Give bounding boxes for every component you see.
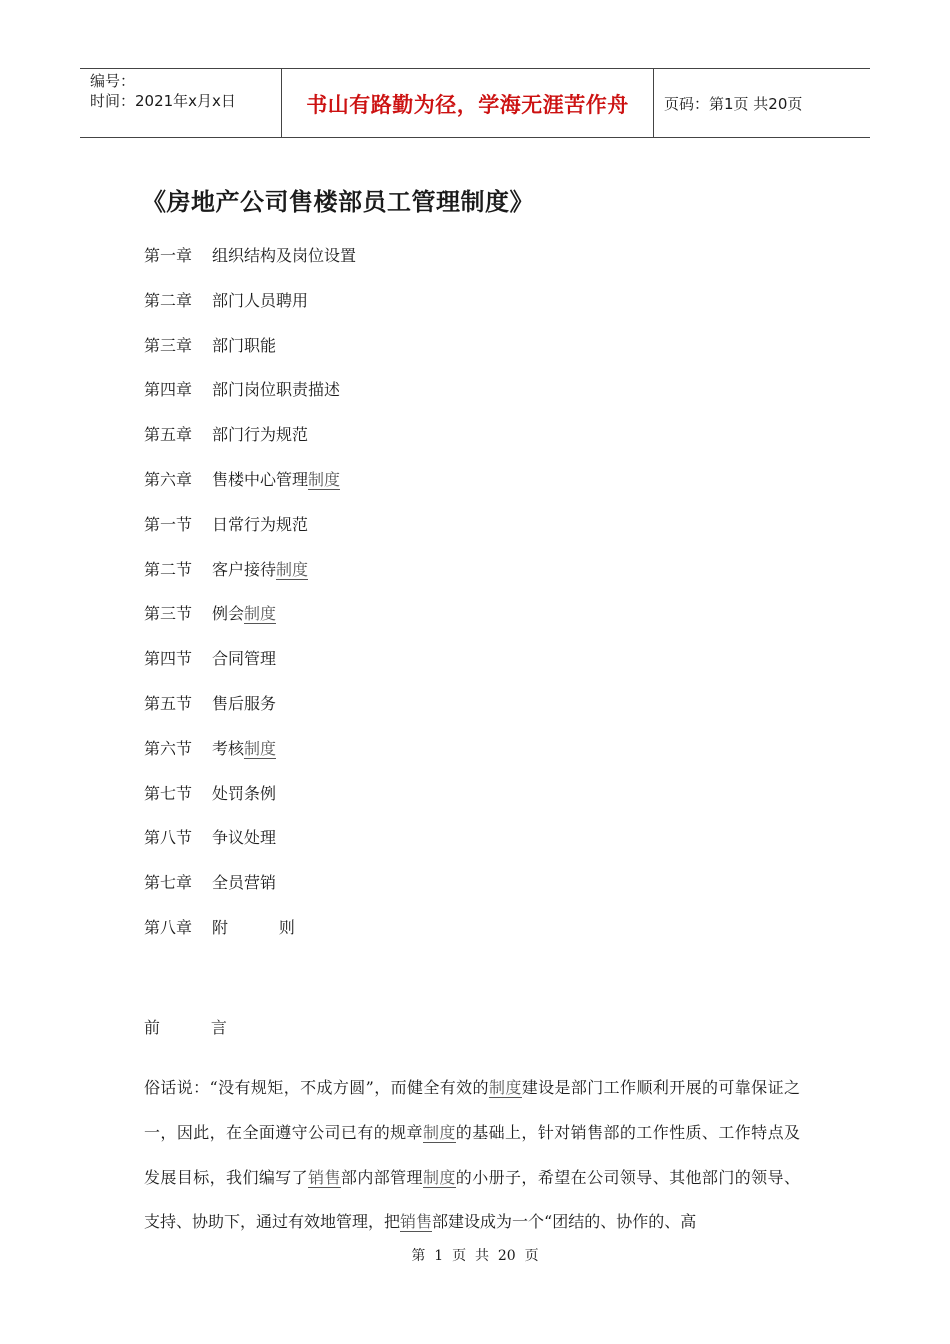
toc-item-number: 第四章 <box>144 380 193 400</box>
toc-item <box>144 870 356 915</box>
toc-item-number: 第八节 <box>144 828 193 848</box>
toc-item-number: 第一节 <box>144 514 193 534</box>
toc-item-number: 第四节 <box>144 649 193 669</box>
toc-item <box>144 422 356 467</box>
toc-item <box>144 736 356 781</box>
toc-item <box>144 691 356 736</box>
toc-item-link[interactable]: 制度 <box>244 604 277 624</box>
document-date: 时间：2021年x月x日 <box>90 92 236 110</box>
toc-item-text: 考核 <box>212 738 245 758</box>
toc-item <box>144 915 356 960</box>
toc-item-link[interactable]: 制度 <box>244 738 277 758</box>
toc-item-number: 第二章 <box>144 290 193 310</box>
toc-item-text: 合同管理 <box>212 649 277 669</box>
toc-item-number: 第五节 <box>144 693 193 713</box>
paragraph-text: 俗话说：“没有规矩，不成方圆”，而健全有效的 <box>144 1078 489 1097</box>
toc-item-text: 处罚条例 <box>212 783 277 803</box>
toc-item-number: 第三节 <box>144 604 193 624</box>
page-footer: 第 1 页 共 20 页 <box>411 1248 539 1264</box>
toc-item-text: 客户接待 <box>212 559 277 579</box>
toc-item-number: 第二节 <box>144 559 193 579</box>
preface-heading: 前 言 <box>144 1018 227 1037</box>
toc-item-text: 部门人员聘用 <box>212 290 309 310</box>
toc-item-text: 售楼中心管理 <box>212 469 309 489</box>
toc-item-title <box>212 333 276 378</box>
toc-item <box>144 333 356 378</box>
toc-item <box>144 467 356 512</box>
inline-link[interactable]: 制度 <box>488 1078 522 1097</box>
toc-item-text: 组织结构及岗位设置 <box>212 246 357 265</box>
toc-item-title <box>212 467 340 512</box>
toc-item-number: 第七节 <box>144 783 193 803</box>
toc-item-title <box>212 601 276 646</box>
page-header <box>80 68 870 138</box>
toc-item-link[interactable]: 制度 <box>276 559 309 579</box>
toc-item-title <box>212 915 295 960</box>
toc-item-text: 附 则 <box>212 917 295 937</box>
preface-paragraph <box>144 1066 800 1245</box>
paragraph-text: 的基础上，针对销售部的工作性质、工作特点及发展目标，我们编写了 <box>144 1122 800 1187</box>
toc-item-title <box>212 870 276 915</box>
toc-item-number: 第一章 <box>144 246 193 265</box>
toc-item-title <box>212 781 276 826</box>
inline-link[interactable]: 制度 <box>422 1167 456 1187</box>
toc-item-number: 第三章 <box>144 335 193 355</box>
header-motto: 书山有路勤为径，学海无涯苦作舟 <box>306 93 629 117</box>
inline-link[interactable]: 销售 <box>400 1212 433 1232</box>
toc-item-text: 日常行为规范 <box>212 514 309 534</box>
page-info-text: 页码：第1页 共20页 <box>664 94 803 113</box>
toc-item-text: 部门职能 <box>212 335 277 355</box>
toc-item-text: 售后服务 <box>212 693 277 713</box>
header-page-info <box>654 69 870 137</box>
toc-item-number: 第六章 <box>144 469 193 489</box>
paragraph-text: 的小册子，希望在公司领导、其他部门的领导、支持、协助下，通过有效地管理，把 <box>144 1167 800 1232</box>
header-motto-cell <box>282 69 654 137</box>
toc-item-title <box>212 691 276 736</box>
toc-item-text: 例会 <box>212 604 245 624</box>
toc-item <box>144 557 356 602</box>
inline-link[interactable]: 制度 <box>422 1122 456 1142</box>
paragraph-text: 部内部管理 <box>340 1167 423 1187</box>
paragraph-text: 部建设成为一个“团结的、协作的、高 <box>432 1212 697 1232</box>
toc-item <box>144 512 356 557</box>
toc-item-number: 第八章 <box>144 917 193 937</box>
toc-item <box>144 825 356 870</box>
toc-item-title <box>212 377 340 422</box>
toc-item-number: 第六节 <box>144 738 193 758</box>
toc-item-title <box>212 243 356 288</box>
toc-item <box>144 601 356 646</box>
toc-item-text: 部门行为规范 <box>212 425 309 445</box>
toc-item <box>144 377 356 422</box>
toc-item-text: 全员营销 <box>212 873 277 893</box>
toc-item <box>144 781 356 826</box>
paragraph-text: 建设是部门工作顺利开展的可靠保证之一，因此，在全面遵守公司已有的规章 <box>144 1078 800 1142</box>
table-of-contents <box>144 243 356 960</box>
document-number-label: 编号： <box>90 72 136 90</box>
toc-item-text: 争议处理 <box>212 828 277 848</box>
toc-item-number: 第五章 <box>144 425 193 445</box>
toc-item-title <box>212 512 308 557</box>
header-meta <box>80 69 282 137</box>
toc-item-text: 部门岗位职责描述 <box>212 380 341 400</box>
inline-link[interactable]: 销售 <box>308 1167 341 1187</box>
toc-item <box>144 288 356 333</box>
toc-item-title <box>212 825 276 870</box>
toc-item-title <box>212 736 276 781</box>
toc-item <box>144 243 356 288</box>
toc-item-title <box>212 646 276 691</box>
toc-item-title <box>212 288 308 333</box>
document-title: 《房地产公司售楼部员工管理制度》 <box>142 188 534 216</box>
toc-item-number: 第七章 <box>144 873 193 893</box>
toc-item <box>144 646 356 691</box>
toc-item-link[interactable]: 制度 <box>308 469 341 489</box>
toc-item-title <box>212 422 308 467</box>
toc-item-title <box>212 557 308 602</box>
